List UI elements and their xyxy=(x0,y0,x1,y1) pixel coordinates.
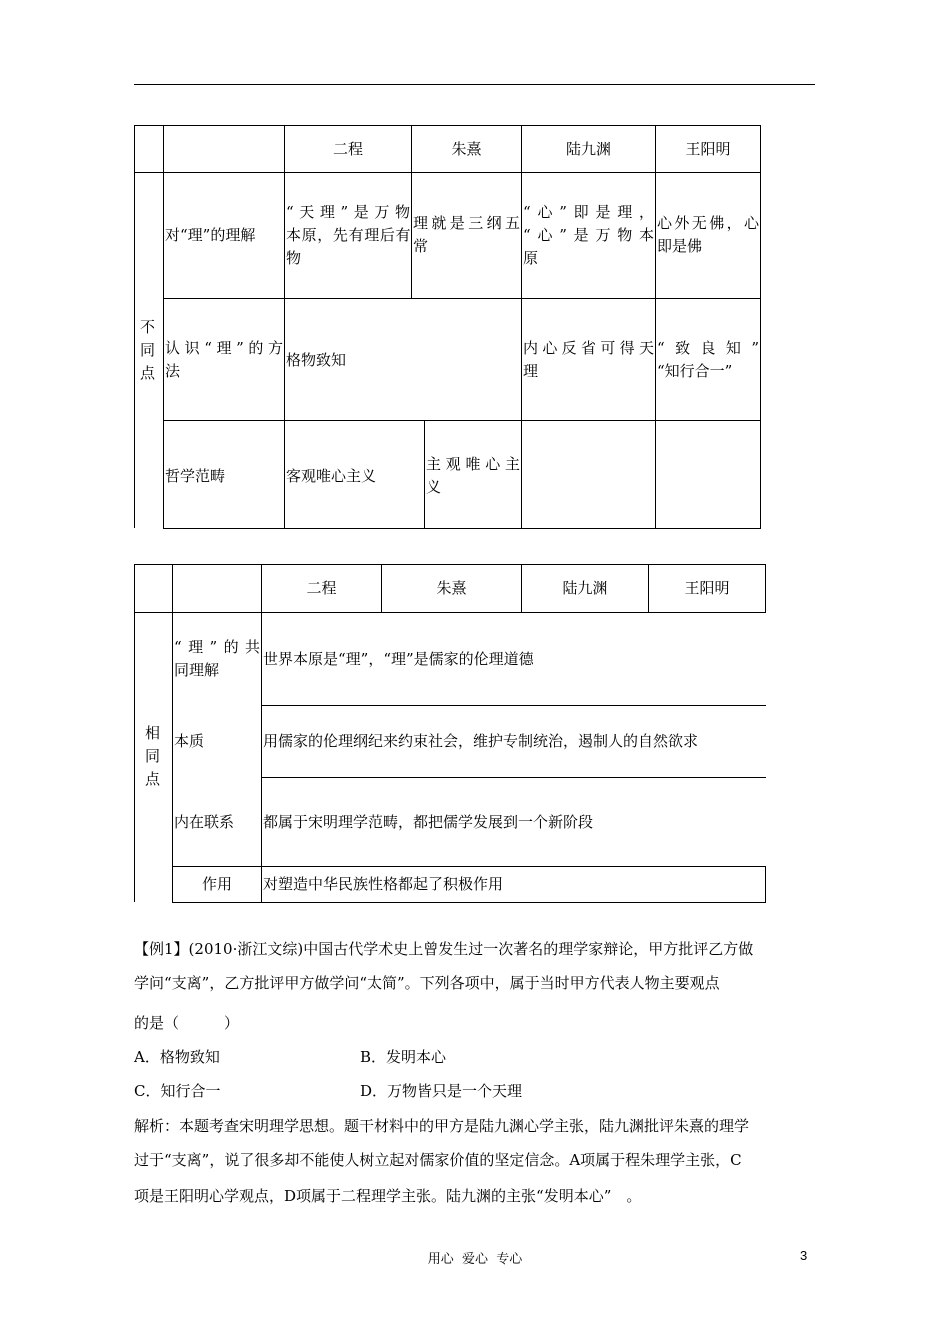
cell-role: 对塑造中华民族性格都起了积极作用 xyxy=(263,875,504,893)
cell-wang-yangming-understanding: 心外无佛，心 即是佛 xyxy=(657,214,759,255)
row-label-understanding: 对“理”的理解 xyxy=(165,226,256,244)
group-label-similarities: 相同点 xyxy=(145,724,161,788)
cell-gewu-zhizhi: 格物致知 xyxy=(286,351,347,369)
analysis-line-3: 项是王阳明心学观点，D项属于二程理学主张。陆九渊的主张“发明本心” 。 xyxy=(134,1187,642,1205)
cell-lu-jiuyuan-method: 内心反省可得天 理 xyxy=(523,339,654,380)
header2-wang-yangming: 王阳明 xyxy=(684,579,730,597)
cell-objective-idealism: 客观唯心主义 xyxy=(286,467,377,485)
cell-connection: 都属于宋明理学范畴，都把儒学发展到一个新阶段 xyxy=(263,813,594,831)
option-b: B．发明本心 xyxy=(360,1048,447,1066)
analysis-line-2: 过于“支离”，说了很多却不能使人树立起对儒家价值的坚定信念。A项属于程朱理学主张，C xyxy=(134,1151,742,1169)
cell-er-cheng-understanding: “天理”是万物 本原，先有理后有 物 xyxy=(286,203,410,267)
header-er-cheng: 二程 xyxy=(332,140,363,158)
header2-lu-jiuyuan: 陆九渊 xyxy=(562,579,608,597)
cell-common-understanding: 世界本原是“理”，“理”是儒家的伦理道德 xyxy=(263,650,534,668)
option-d: D．万物皆只是一个天理 xyxy=(360,1082,523,1100)
analysis-line-1: 解析：本题考查宋明理学思想。题干材料中的甲方是陆九渊心学主张，陆九渊批评朱熹的理学 xyxy=(134,1117,750,1135)
page-number: 3 xyxy=(800,1248,808,1263)
row-label-common-understanding: “理”的共 同理解 xyxy=(174,638,260,679)
header2-zhu-xi: 朱熹 xyxy=(436,579,467,597)
cell-zhu-xi-understanding: 理就是三纲五 常 xyxy=(413,214,520,255)
example-line-3: 的是（ ） xyxy=(134,1014,240,1032)
example-line-2: 学问“支离”，乙方批评甲方做学问“太简”。下列各项中，属于当时甲方代表人物主要观点 xyxy=(134,974,720,992)
row-label-method: 认识“理”的方 法 xyxy=(165,339,283,380)
option-a: A．格物致知 xyxy=(134,1048,220,1066)
group-label-differences: 不同点 xyxy=(140,318,156,382)
row-label-connection: 内在联系 xyxy=(174,813,235,831)
cell-essence: 用儒家的伦理纲纪来约束社会，维护专制统治，遏制人的自然欲求 xyxy=(263,732,699,750)
header-rule xyxy=(134,84,815,85)
header-lu-jiuyuan: 陆九渊 xyxy=(565,140,611,158)
option-c: C．知行合一 xyxy=(134,1082,221,1100)
cell-lu-jiuyuan-understanding: “心”即是理， “心”是万物本 原 xyxy=(523,203,654,267)
row-label-role: 作用 xyxy=(201,875,232,893)
row-label-essence: 本质 xyxy=(174,732,205,750)
cell-wang-yangming-method: “致良知” “知行合一” xyxy=(657,339,759,380)
footer-motto: 用心 爱心 专心 xyxy=(427,1252,523,1267)
cell-subjective-idealism: 主观唯心主 义 xyxy=(426,455,520,496)
row-label-category: 哲学范畴 xyxy=(165,467,226,485)
example-line-1: 【例1】(2010·浙江文综)中国古代学术史上曾发生过一次著名的理学家辩论，甲方批评乙方做 xyxy=(134,940,754,958)
header-wang-yangming: 王阳明 xyxy=(685,140,731,158)
header2-er-cheng: 二程 xyxy=(306,579,337,597)
header-zhu-xi: 朱熹 xyxy=(451,140,482,158)
